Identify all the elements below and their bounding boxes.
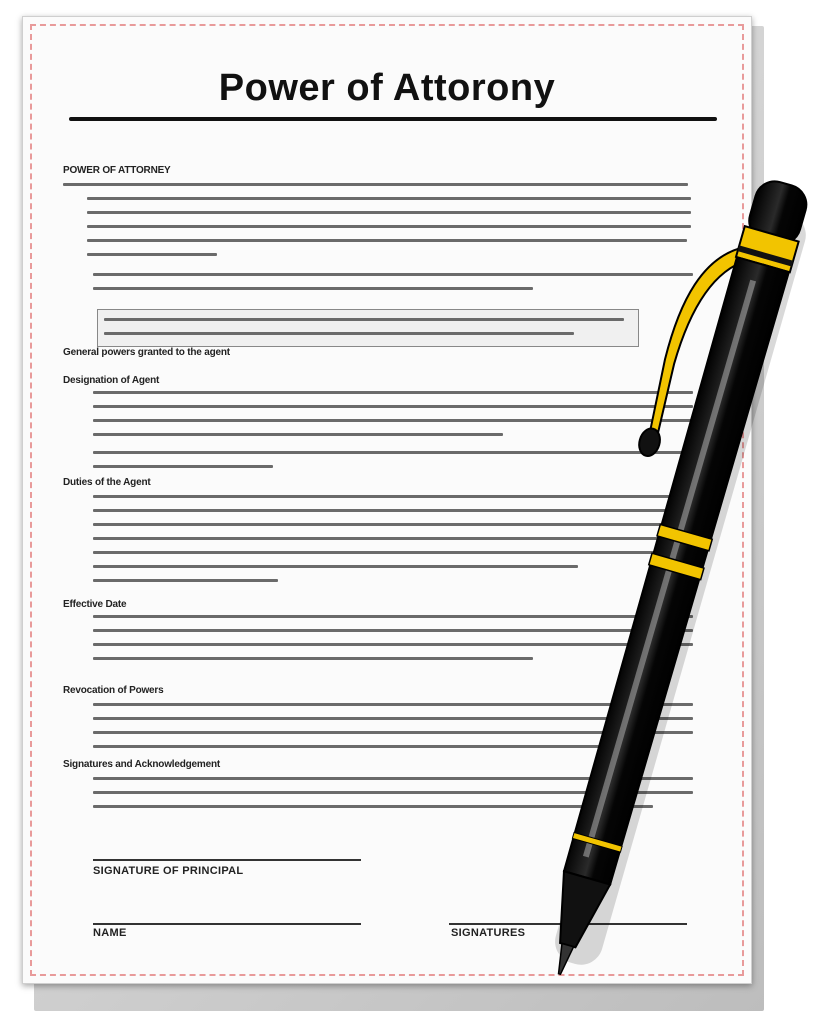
section-heading: General powers granted to the agent: [63, 347, 230, 358]
section-heading: Revocation of Powers: [63, 685, 164, 696]
section-heading: POWER OF ATTORNEY: [63, 165, 171, 176]
name-label: NAME: [93, 927, 127, 939]
signature-label: SIGNATURE OF PRINCIPAL: [93, 865, 244, 877]
document-title: Power of Attorony: [218, 67, 556, 109]
section-heading: Effective Date: [63, 599, 127, 610]
witness-label: SIGNATURES: [451, 927, 526, 939]
section-heading: Designation of Agent: [63, 375, 160, 386]
section-heading: Signatures and Acknowledgement: [63, 759, 220, 770]
section-heading: Duties of the Agent: [63, 477, 151, 488]
